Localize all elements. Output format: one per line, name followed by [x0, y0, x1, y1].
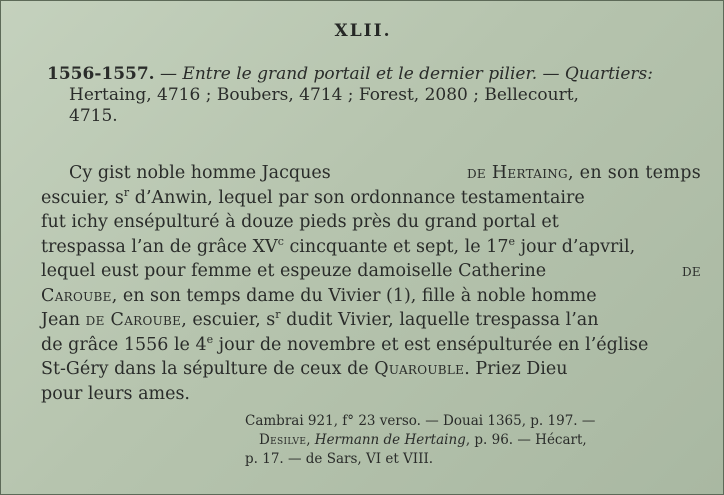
- reference-line-1: Cambrai 921, f° 23 verso. — Douai 1365, p. 197. —: [245, 413, 596, 429]
- inscription-line-2: [41, 186, 701, 211]
- text-run: escuier, $s^r$ d’Anwin, lequel par son ordonnance testamentaire: [41, 185, 585, 208]
- inscription-line-4: [41, 235, 701, 260]
- inscription-line-5: [41, 259, 701, 284]
- surname-hertaing: de Hertaing, en son temps: [467, 163, 701, 183]
- text-run: lequel eust pour femme et espeuze damoiselle Catherine: [41, 261, 547, 281]
- inscription-line-1: [41, 161, 701, 186]
- inscription-text: [41, 161, 701, 406]
- references: [245, 412, 705, 469]
- entry-years: 1556-1557.: [47, 64, 155, 84]
- inscription-line-7: [41, 308, 701, 333]
- text-run: , en son temps: [567, 163, 701, 183]
- inscription-line-9: [41, 357, 701, 382]
- text-run: de grâce 1556 le 4e jour de novembre et est ensépulturée en l’église: [41, 332, 649, 355]
- particle-de: de: [682, 261, 701, 281]
- entry-header: [47, 64, 687, 127]
- inscription-line-3: fut ichy ensépulturé à douze pieds près du grand portal et: [41, 212, 559, 232]
- text-run: Cy gist noble homme Jacques: [69, 163, 331, 183]
- entry-line-1: [47, 64, 687, 85]
- inscription-line-6: [41, 284, 701, 309]
- inscription-line-8: [41, 333, 701, 358]
- text-run: Jean de Caroube, escuier, $s^r$ dudit Vivier, laquelle trespassa l’an: [41, 308, 599, 330]
- text-run: Caroube, en son temps dame du Vivier (1), fille à noble homme: [41, 285, 597, 306]
- text-run: trespassa l’an de grâce $XV^c$ cincquante et sept, le 17e jour d’apvril,: [41, 234, 636, 257]
- entry-quarters: Hertaing, 4716 ; Boubers, 4714 ; Forest, 2080 ; Bellecourt,: [69, 85, 579, 105]
- reference-line-2: Desilve, Hermann de Hertaing, p. 96. — Hécart,: [259, 432, 587, 448]
- entry-quarters-cont: 4715.: [69, 106, 118, 126]
- chapter-number: XLII.: [334, 21, 392, 41]
- entry-location: — Entre le grand portail et le dernier pilier. — Quartiers:: [160, 64, 653, 84]
- text-run: St-Géry dans la sépulture de ceux de Quarouble. Priez Dieu: [41, 359, 568, 379]
- inscription-line-10: pour leurs ames.: [41, 383, 190, 404]
- reference-line-3: p. 17. — de Sars, VI et VIII.: [245, 451, 434, 467]
